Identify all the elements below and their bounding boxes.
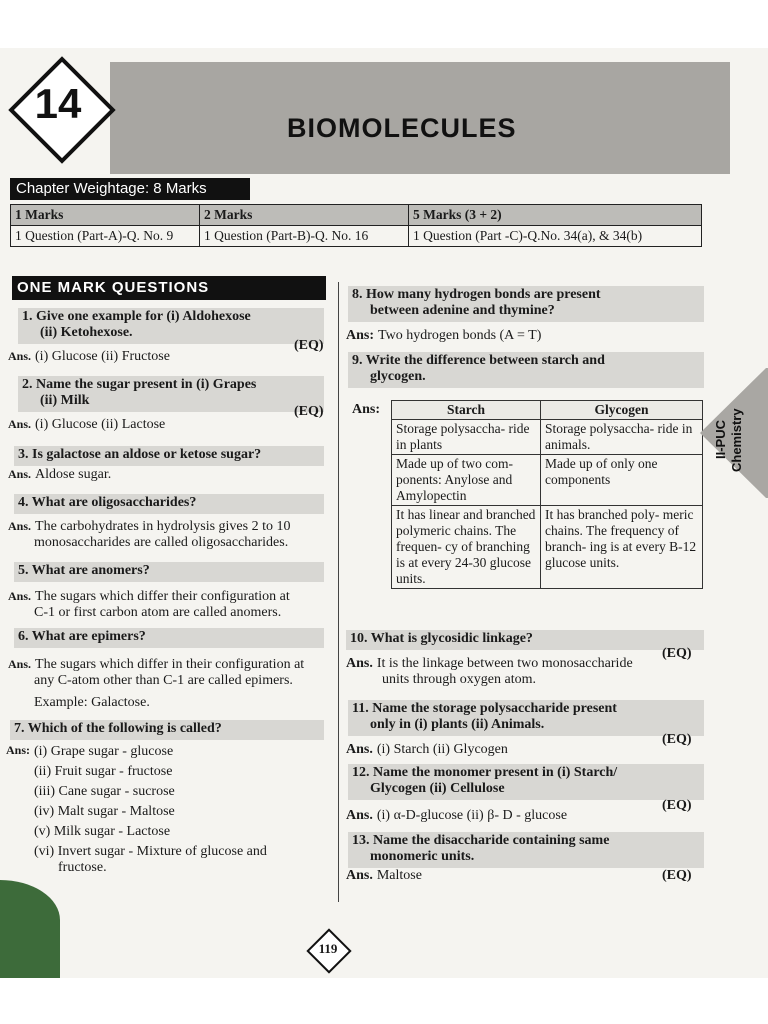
comparison-table — [391, 400, 703, 589]
chapter-number-badge — [10, 58, 106, 154]
answer-8: Ans: Two hydrogen bonds (A = T) — [346, 328, 542, 343]
table-row — [392, 420, 703, 455]
question-3: 3. Is galactose an aldose or ketose sugar? — [14, 446, 324, 466]
weightage-cell: 1 Question (Part -C)-Q.No. 34(a), & 34(b) — [409, 226, 702, 247]
table-header: Glycogen — [541, 401, 703, 420]
eq-badge: (EQ) — [294, 404, 324, 419]
answer-12: Ans. (i) α-D-glucose (ii) β- D - glucose — [346, 808, 568, 823]
weightage-header: 2 Marks — [200, 205, 409, 226]
eq-badge: (EQ) — [294, 338, 324, 353]
question-8: 8. How many hydrogen bonds are present between adenine and thymine? — [348, 286, 704, 322]
eq-badge: (EQ) — [662, 732, 692, 747]
table-cell: Made up of only one components — [541, 455, 703, 506]
list-item: (v) Milk sugar - Lactose — [34, 824, 171, 839]
eq-badge: (EQ) — [662, 646, 692, 661]
question-5: 5. What are anomers? — [14, 562, 324, 582]
answer-label: Ans: — [352, 402, 381, 417]
chapter-title: BIOMOLECULES — [287, 113, 517, 143]
answer-6: Ans. The sugars which differ in their configuration at any C-atom other than C-1 are called epimers. Example: Galactose. — [8, 657, 305, 710]
page-number-badge — [306, 928, 350, 972]
eq-badge: (EQ) — [662, 798, 692, 813]
question-2: 2. Name the sugar present in (i) Grapes (ii) Milk — [18, 376, 324, 412]
table-row — [392, 455, 703, 506]
weightage-cell: 1 Question (Part-A)-Q. No. 9 — [11, 226, 200, 247]
answer-2: Ans. (i) Glucose (ii) Lactose — [8, 417, 166, 432]
table-cell: It has linear and branched polymeric chains. The frequen- cy of branching is at every 24-30 glucose units. — [392, 506, 541, 589]
page-number: 119 — [318, 941, 338, 956]
table-cell: Storage polysaccha- ride in animals. — [541, 420, 703, 455]
question-9: 9. Write the difference between starch and glycogen. — [348, 352, 704, 388]
list-item: (vi) Invert sugar - Mixture of glucose and — [34, 844, 267, 859]
answer-1: Ans. (i) Glucose (ii) Fructose — [8, 349, 170, 364]
question-12: 12. Name the monomer present in (i) Starch/ Glycogen (ii) Cellulose — [348, 764, 704, 800]
table-cell: It has branched poly- meric chains. The frequency of branch- ing is at every B-12 glucose units. — [541, 506, 703, 589]
weightage-label: Chapter Weightage: 8 Marks — [10, 178, 250, 200]
list-item: (iii) Cane sugar - sucrose — [34, 784, 175, 799]
question-10: 10. What is glycosidic linkage? — [346, 630, 704, 650]
answer-13: Ans. Maltose — [346, 868, 422, 883]
question-4: 4. What are oligosaccharides? — [14, 494, 324, 514]
question-6: 6. What are epimers? — [14, 628, 324, 648]
table-row — [392, 506, 703, 589]
table-header: Starch — [392, 401, 541, 420]
chapter-number: 14 — [34, 80, 82, 127]
weightage-header: 1 Marks — [11, 205, 200, 226]
list-item: (iv) Malt sugar - Maltose — [34, 804, 175, 819]
question-11: 11. Name the storage polysaccharide present only in (i) plants (ii) Animals. — [348, 700, 704, 736]
answer-4: Ans. The carbohydrates in hydrolysis gives 2 to 10 monosaccharides are called oligosaccharides. — [8, 519, 291, 550]
list-item: fructose. — [58, 860, 107, 875]
question-7: 7. Which of the following is called? — [10, 720, 324, 740]
answer-11: Ans. (i) Starch (ii) Glycogen — [346, 742, 508, 757]
answer-3: Ans. Aldose sugar. — [8, 467, 112, 482]
answer-5: Ans. The sugars which differ their configuration at C-1 or first carbon atom are called anomers. — [8, 589, 290, 620]
answer-10: Ans. It is the linkage between two monosaccharide units through oxygen atom. — [346, 656, 633, 687]
answer-label: Ans: — [6, 743, 31, 757]
weightage-cell: 1 Question (Part-B)-Q. No. 16 — [200, 226, 409, 247]
question-13: 13. Name the disaccharide containing same monomeric units. — [348, 832, 704, 868]
list-item: (i) Grape sugar - glucose — [34, 744, 174, 759]
question-1: 1. Give one example for (i) Aldohexose (ii) Ketohexose. — [18, 308, 324, 344]
weightage-table — [10, 204, 702, 247]
subject-side-label: II-PUC Chemistry — [713, 408, 744, 472]
weightage-header: 5 Marks (3 + 2) — [409, 205, 702, 226]
table-cell: Made up of two com- ponents: Anylose and Amylopectin — [392, 455, 541, 506]
eq-badge: (EQ) — [662, 868, 692, 883]
column-divider — [338, 282, 339, 902]
section-heading: ONE MARK QUESTIONS — [12, 276, 326, 300]
table-cell: Storage polysaccha- ride in plants — [392, 420, 541, 455]
list-item: (ii) Fruit sugar - fructose — [34, 764, 173, 779]
